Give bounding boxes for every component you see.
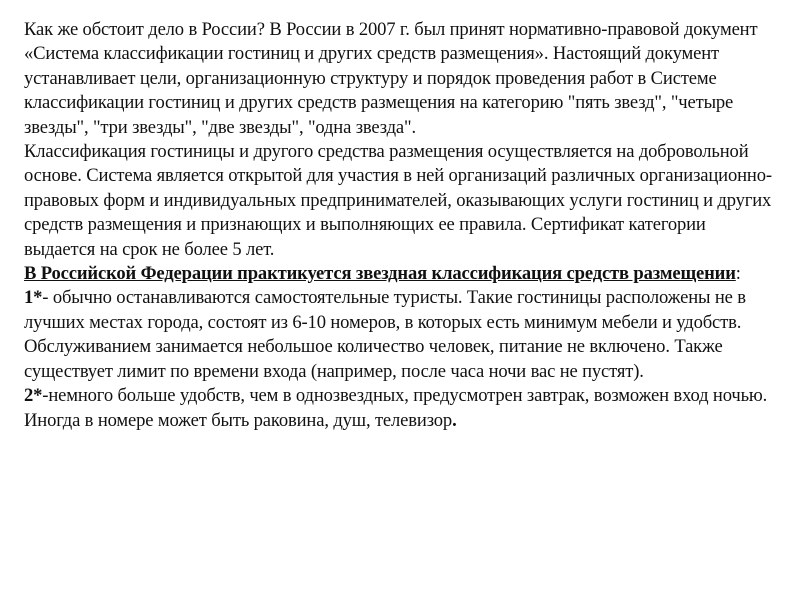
- two-star-marker: 2*: [24, 385, 43, 407]
- heading-colon: :: [735, 263, 741, 285]
- two-star-description: -немного больше удобств, чем в однозвездных, предусмотрен завтрак, возможен вход ночью. Иногда в номере может быть раковина, душ, телевизор: [24, 385, 768, 431]
- two-star-item: [24, 384, 780, 433]
- two-star-period: .: [452, 409, 457, 431]
- classification-heading: В Российской Федерации практикуется звездная классификация средств размещении: [24, 263, 736, 285]
- classification-heading-line: [24, 262, 780, 286]
- one-star-item: [24, 286, 780, 384]
- one-star-marker: 1*: [24, 287, 43, 309]
- slide-text-body: [24, 18, 780, 433]
- classification-paragraph: Классификация гостиницы и другого средства размещения осуществляется на добровольной основе. Система является открытой для участия в ней организаций различных организационно-правовых форм и индивидуальных предпринимателей, оказывающих услуги гостиниц и других средств размещения и признающих и выполняющих ее правила. Сертификат категории выдается на срок не более 5 лет.: [24, 141, 772, 260]
- intro-paragraph: Как же обстоит дело в России? В России в 2007 г. был принят нормативно-правовой документ «Система классификации гостиниц и других средств размещения». Настоящий документ устанавливает цели, организационную структуру и порядок проведения работ в Системе классификации гостиниц и других средств размещения на категорию "пять звезд", "четыре звезды", "три звезды", "две звезды", "одна звезда".: [24, 19, 758, 138]
- one-star-description: - обычно останавливаются самостоятельные туристы. Такие гостиницы расположены не в лучших местах города, состоят из 6-10 номеров, в которых есть минимум мебели и удобств. Обслуживанием занимается небольшое количество человек, питание не включено. Также существует лимит по времени входа (например, после часа ночи вас не пустят).: [24, 287, 746, 382]
